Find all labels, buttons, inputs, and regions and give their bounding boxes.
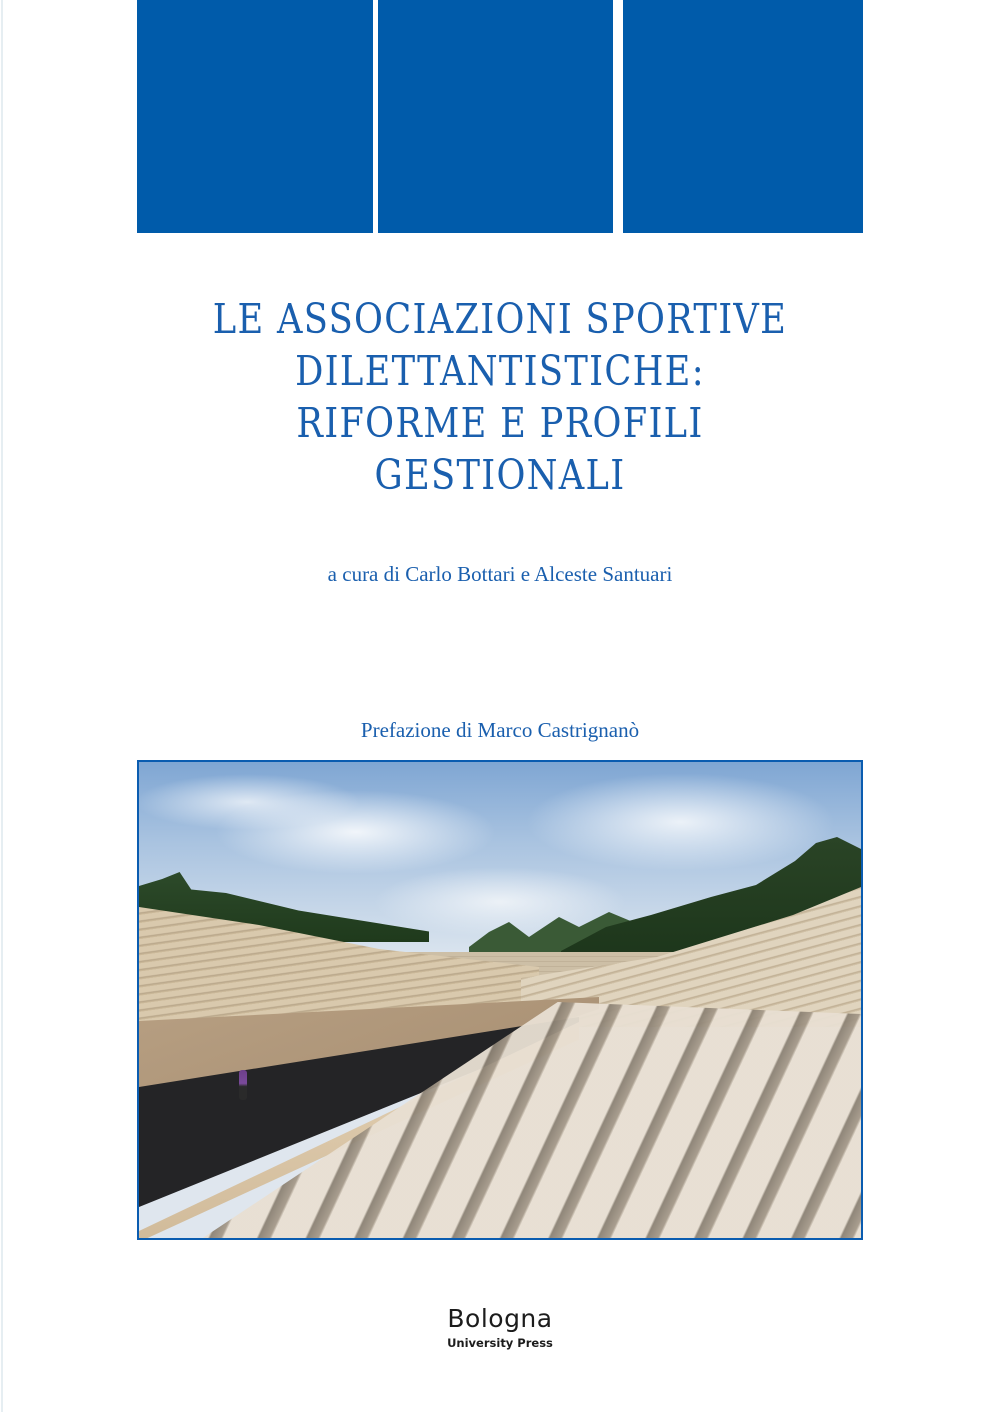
stadium-photo [137, 760, 863, 1240]
book-title [156, 293, 844, 501]
header-color-blocks [137, 0, 863, 233]
publisher-name: Bologna [447, 1304, 553, 1333]
title-line-1: LE ASSOCIAZIONI SPORTIVE [212, 295, 788, 343]
publisher-subtitle: University Press [447, 1336, 553, 1350]
header-block-center [378, 0, 613, 233]
page-edge-line [1, 0, 3, 1412]
preface-credit: Prefazione di Marco Castrignanò [360, 718, 640, 742]
header-block-right [623, 0, 863, 233]
title-line-2: DILETTANTISTICHE: [295, 347, 705, 395]
editors-credit: a cura di Carlo Bottari e Alceste Santuari [327, 562, 673, 586]
title-line-3: RIFORME E PROFILI [296, 399, 704, 447]
title-line-4: GESTIONALI [374, 451, 626, 499]
header-block-left [137, 0, 373, 233]
publisher-logo [0, 1304, 1000, 1351]
runner-figure [239, 1070, 247, 1100]
